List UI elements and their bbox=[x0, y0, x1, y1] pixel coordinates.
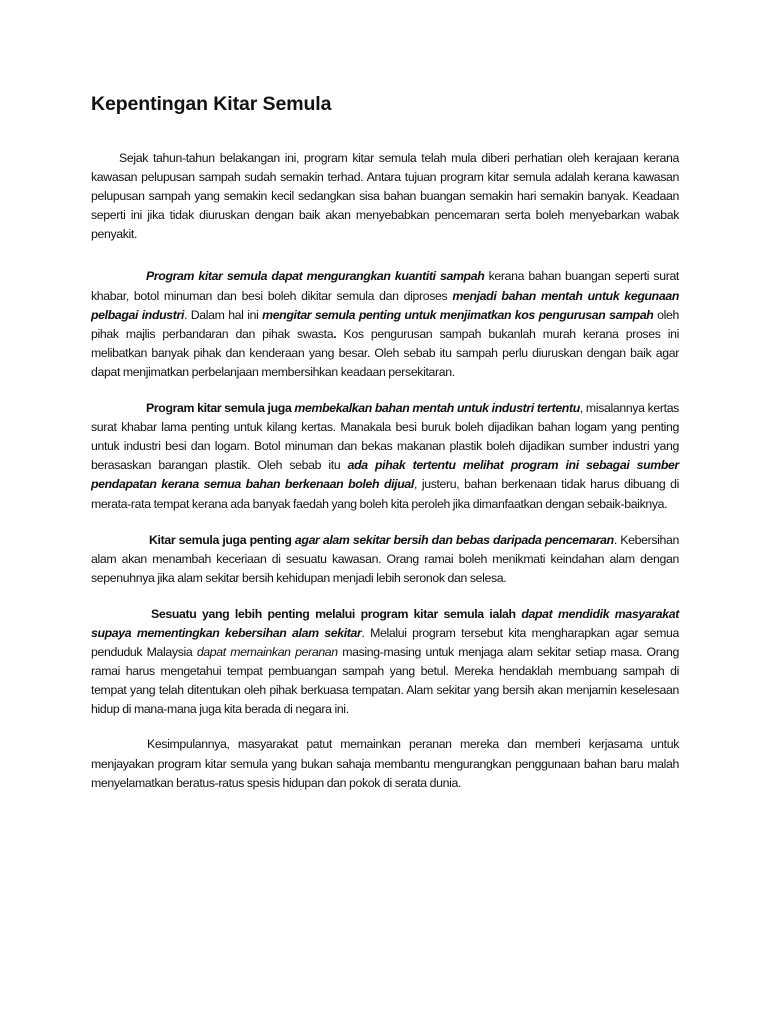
paragraph-clean-environment bbox=[91, 531, 679, 588]
emphasis-text: agar alam sekitar bersih dan bebas daripada pencemaran bbox=[294, 532, 614, 547]
paragraph-educate-society bbox=[91, 605, 679, 720]
paragraph-text: Sejak tahun-tahun belakangan ini, program kitar semula telah mula diberi perhatian oleh kerajaan kerana kawasan pelupusan sampah sudah semakin terhad. Antara tujuan program kitar semula adalah kerana kawasan pelupusan sampah yang semakin kecil sedangkan sisa bahan buangan semakin hari semakin banyak. Keadaan seperti ini jika tidak diuruskan dengan baik akan menyebabkan pencemaran serta boleh menyebarkan wabak penyakit. bbox=[91, 151, 679, 242]
paragraph-reduce-waste bbox=[91, 267, 679, 382]
paragraph-text: oleh pihak majlis perbandaran dan pihak swasta bbox=[91, 307, 679, 341]
paragraph-conclusion bbox=[91, 735, 679, 792]
emphasis-text: membekalkan bahan mentah untuk industri tertentu bbox=[294, 401, 580, 416]
paragraph-text: , misalannya kertas surat khabar lama penting untuk kilang kertas. Manakala besi buruk boleh dijadikan bahan logam yang penting untuk industri besi dan logam. Botol minuman dan bekas makanan plastik boleh dijadikan sumber industri yang berasaskan barangan plastik. Oleh sebab itu bbox=[91, 401, 679, 473]
paragraph-text: Kos pengurusan sampah bukanlah murah kerana proses ini melibatkan banyak pihak dan kenderaan yang besar. Oleh sebab itu sampah perlu diuruskan dengan baik agar dapat menjimatkan perbelanjaan membersihkan keadaan persekitaran. bbox=[91, 326, 679, 379]
bold-text: Program kitar semula juga bbox=[146, 401, 295, 416]
document-page bbox=[91, 92, 679, 793]
emphasis-text: ada pihak tertentu melihat program ini sebagai sumber pendapatan kerana semua bahan berkenaan boleh dijual bbox=[91, 458, 679, 492]
italic-text: dapat memainkan peranan bbox=[196, 645, 338, 660]
document-title: Kepentingan Kitar Semula bbox=[91, 93, 332, 115]
paragraph-text: masing-masing untuk menjaga alam sekitar setiap masa. Orang ramai harus mengetahui tempat pembuangan sampah yang betul. Mereka hendaklah membuang sampah di tempat yang telah ditentukan oleh pihak berkuasa tempatan. Alam sekitar yang bersih akan menjamin keselesaan hidup di mana-mana juga kita berada di negara ini. bbox=[91, 645, 679, 717]
paragraph-raw-materials bbox=[91, 399, 679, 514]
emphasis-text: dapat mendidik masyarakat supaya mementingkan kebersihan alam sekitar bbox=[91, 606, 679, 640]
emphasis-text: menjadi bahan mentah untuk kegunaan pelbagai industri bbox=[91, 288, 679, 322]
paragraph-introduction bbox=[91, 149, 679, 244]
bold-text: Kitar semula juga penting bbox=[149, 532, 295, 547]
paragraph-text: . Melalui program tersebut kita mengharapkan agar semua penduduk Malaysia bbox=[91, 625, 679, 660]
bold-text: Sesuatu yang lebih penting melalui program kitar semula ialah bbox=[151, 606, 522, 621]
paragraph-text: , justeru, bahan berkenaan tidak harus dibuang di merata-rata tempat kerana ada banyak faedah yang boleh kita peroleh jika dimanfaatkan dengan sebaik-baiknya. bbox=[91, 477, 679, 511]
paragraph-text: . Kebersihan alam akan menambah keceriaan di sesuatu kawasan. Orang ramai boleh menikmati keindahan alam dengan sepenuhnya jika alam sekitar bersih kehidupan menjadi lebih seronok dan selesa. bbox=[91, 532, 679, 585]
paragraph-text: kerana bahan buangan seperti surat khabar, botol minuman dan besi boleh dikitar semula dan diproses bbox=[91, 269, 680, 303]
paragraph-text: Kesimpulannya, masyarakat patut memainkan peranan mereka dan memberi kerjasama untuk menjayakan program kitar semula yang bukan sahaja membantu mengurangkan penggunaan bahan baru malah menyelamatkan beratus-ratus spesis hidupan dan pokok di serata dunia. bbox=[91, 737, 679, 790]
paragraph-text: . Dalam hal ini bbox=[184, 307, 263, 322]
emphasis-text: mengitar semula penting untuk menjimatkan kos pengurusan sampah bbox=[262, 307, 654, 322]
bold-period: . bbox=[333, 326, 337, 341]
emphasis-text: Program kitar semula dapat mengurangkan kuantiti sampah bbox=[146, 269, 485, 284]
